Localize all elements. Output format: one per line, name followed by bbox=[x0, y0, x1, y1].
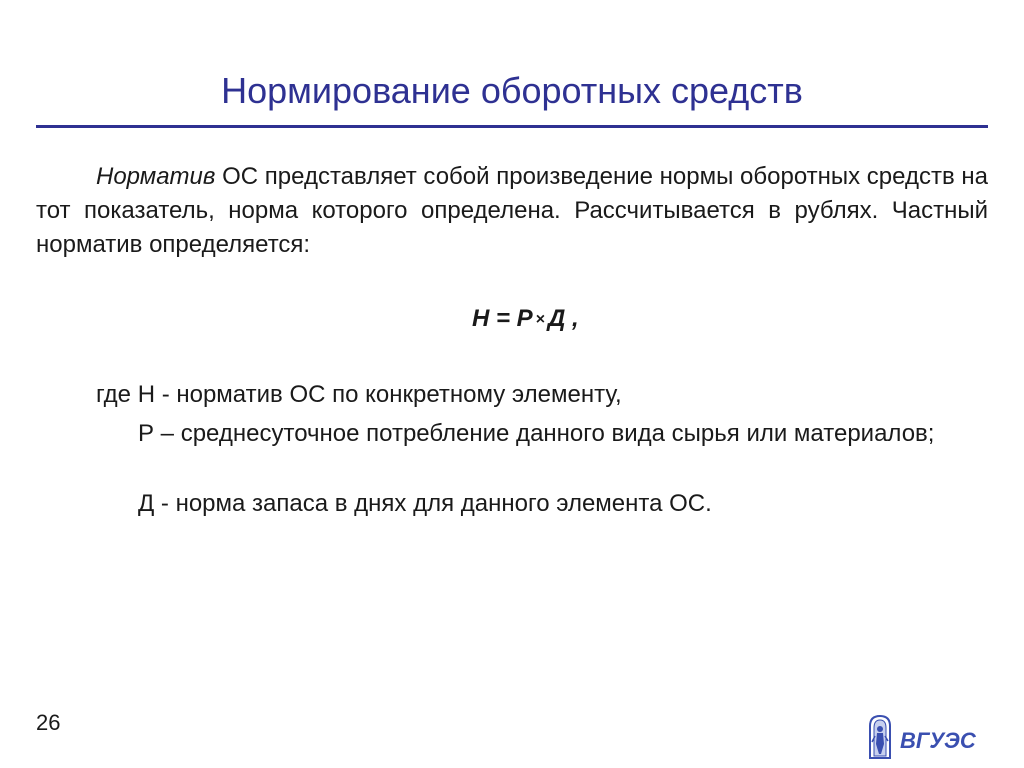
formula-operator: × bbox=[535, 311, 546, 328]
page-number: 26 bbox=[36, 710, 61, 735]
logo-wordmark: ВГУЭС bbox=[900, 728, 976, 753]
definition-p bbox=[36, 417, 988, 451]
slide-title: Нормирование оборотных средств bbox=[221, 70, 803, 111]
intro-paragraph bbox=[36, 160, 988, 262]
definition-p-text: Р – среднесуточное потребление данного вида сырья или материалов; bbox=[138, 420, 935, 447]
definition-where-text: где Н - норматив ОС по конкретному элементу, bbox=[96, 381, 622, 408]
formula-right: Д , bbox=[548, 305, 579, 332]
emblem-icon bbox=[870, 716, 890, 758]
formula-left: Н = Р bbox=[472, 305, 533, 332]
formula bbox=[472, 305, 579, 333]
university-logo bbox=[866, 714, 986, 762]
intro-text: ОС представляет собой произведение нормы оборотных средств на тот показатель, норма которого определена. Рассчитывается в рублях. Частный норматив определяется: bbox=[36, 163, 988, 258]
definition-d bbox=[36, 487, 988, 521]
intro-term: Норматив bbox=[96, 163, 216, 190]
definition-where bbox=[36, 378, 988, 412]
definition-d-text: Д - норма запаса в днях для данного элемента ОС. bbox=[138, 490, 712, 517]
title-divider bbox=[36, 125, 988, 128]
